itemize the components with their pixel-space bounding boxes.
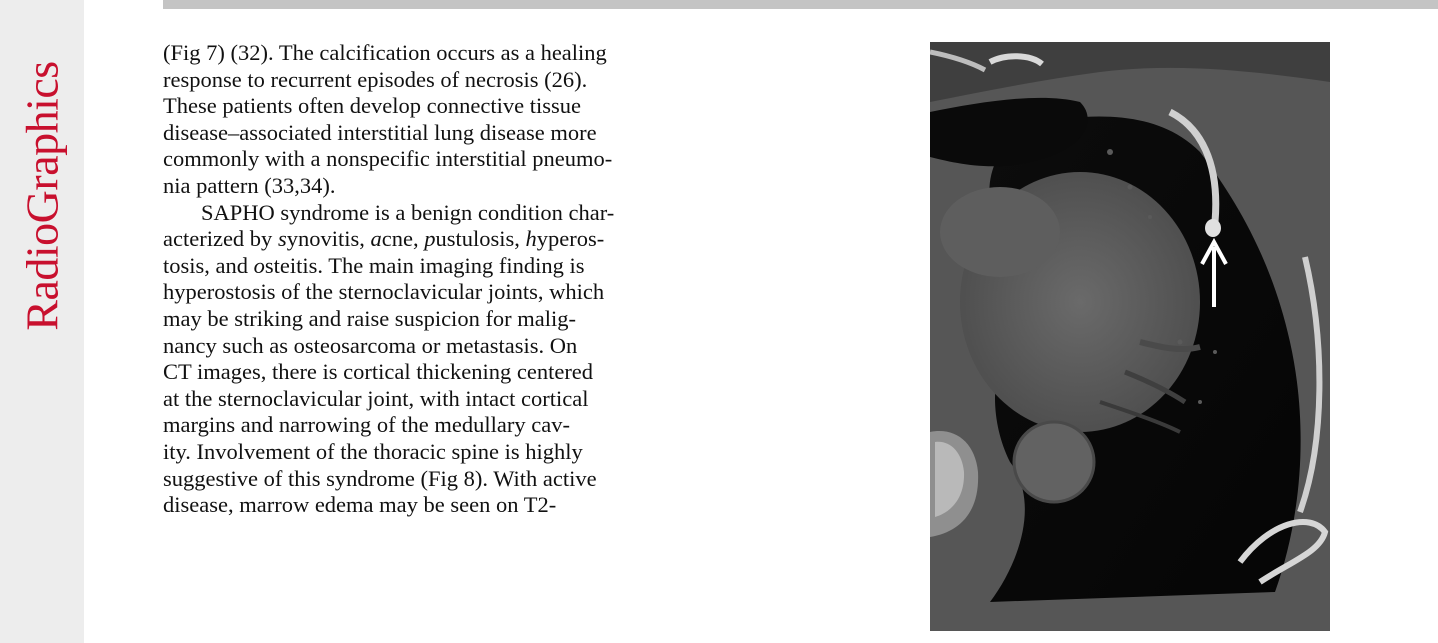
text-line: hyperostosis of the sternoclavicular joints, which: [163, 279, 605, 305]
ct-scan-image: [930, 42, 1330, 631]
text-line: disease, marrow edema may be seen on T2-: [163, 492, 557, 518]
text-line: at the sternoclavicular joint, with intact cortical: [163, 385, 589, 411]
text-line: (Fig 7) (32). The calcification occurs as a healing: [163, 40, 607, 65]
journal-logo: RadioGraphics: [16, 61, 68, 331]
text-line: margins and narrowing of the medullary cav-: [163, 412, 570, 438]
text-line: response to recurrent episodes of necrosis (26).: [163, 66, 588, 92]
text-line-sapho-acronym-end: tosis, and osteitis. The main imaging finding is: [163, 252, 585, 278]
text-line: nancy such as osteosarcoma or metastasis. On: [163, 332, 578, 358]
article-body: [163, 40, 763, 519]
text-line: suggestive of this syndrome (Fig 8). With active: [163, 465, 597, 491]
text-line: commonly with a nonspecific interstitial pneumo-: [163, 146, 613, 172]
header-rule: [163, 0, 1438, 9]
text-line: may be striking and raise suspicion for malig-: [163, 305, 577, 331]
text-line: ity. Involvement of the thoracic spine is highly: [163, 438, 583, 464]
text-line: disease–associated interstitial lung disease more: [163, 119, 597, 145]
text-line: These patients often develop connective tissue: [163, 93, 581, 119]
text-line: CT images, there is cortical thickening centered: [163, 359, 594, 385]
journal-sidebar: [0, 0, 84, 643]
text-line-sapho-acronym: acterized by synovitis, acne, pustulosis, hyperos-: [163, 226, 605, 252]
text-line: SAPHO syndrome is a benign condition char-: [201, 199, 615, 225]
text-line: nia pattern (33,34).: [163, 172, 336, 198]
